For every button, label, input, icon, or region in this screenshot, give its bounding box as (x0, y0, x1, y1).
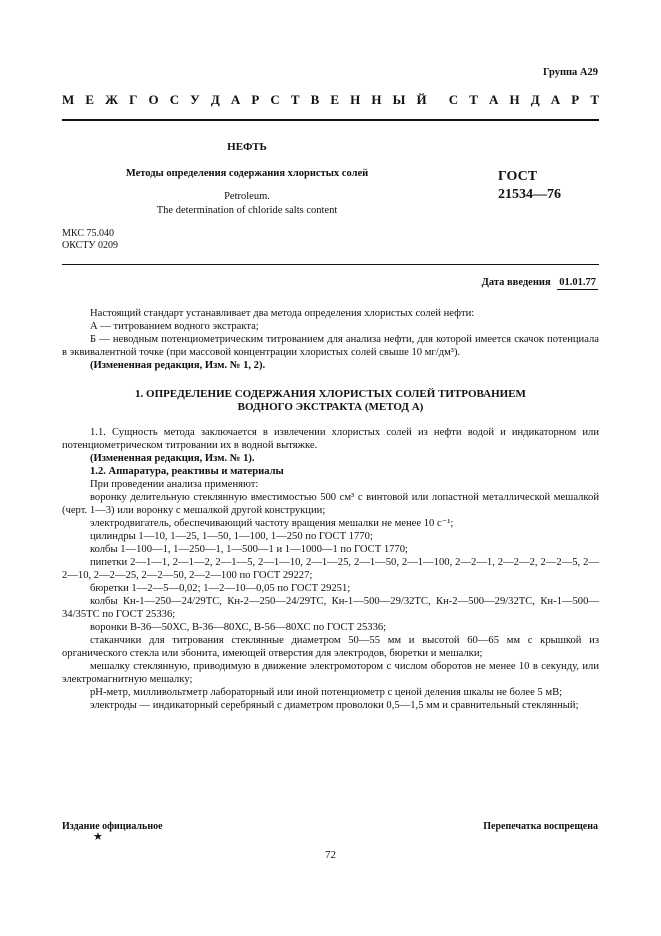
list-item: колбы 1—100—1, 1—250—1, 1—500—1 и 1—1000—1 по ГОСТ 1770; (90, 544, 408, 555)
english-title-line1: Petroleum. (224, 191, 270, 202)
heading-letter: Ж (105, 92, 118, 107)
heading-letter: У (190, 92, 200, 107)
heading-letter: В (310, 92, 320, 107)
list-item: электроды — индикаторный серебряный с диаметром проволоки 0,5—1,5 мм и сравнительный стеклянный; (90, 700, 579, 711)
heading-letter: С (169, 92, 180, 107)
date-value: 01.01.77 (559, 277, 596, 288)
mks-code: МКС 75.040 (62, 228, 114, 239)
document-body (62, 307, 599, 712)
heading-letter: Г (129, 92, 138, 107)
star-icon: ★ (93, 831, 103, 843)
paragraph: Настоящий стандарт устанавливает два метода определения хлористых солей нефти: (90, 308, 475, 319)
heading-letter: Н (509, 92, 520, 107)
list-item: бюретки 1—2—5—0,02; 1—2—10—0,05 по ГОСТ 29251; (90, 583, 351, 594)
heading-letter: О (148, 92, 159, 107)
okstu-code: ОКСТУ 0209 (62, 240, 119, 251)
heading-letter: Е (330, 92, 340, 107)
heading-letter: Д (530, 92, 540, 107)
heading-letter: Н (350, 92, 361, 107)
document-subtitle: Методы определения содержания хлористых солей (125, 168, 369, 179)
list-item: цилиндры 1—10, 1—25, 1—50, 1—100, 1—250 по ГОСТ 1770; (90, 531, 373, 542)
gost-designation (498, 168, 561, 204)
amendment-note: (Измененная редакция, Изм. № 1, 2). (90, 360, 266, 371)
heading-letter: А (550, 92, 561, 107)
section-heading (62, 388, 599, 414)
classification-codes (62, 228, 118, 252)
date-label: Дата введения (481, 277, 551, 288)
section-heading-line2: ВОДНОГО ЭКСТРАКТА (МЕТОД А) (237, 401, 424, 413)
list-item: стаканчики для титрования стеклянные диаметром 50—55 мм и высотой 60—65 мм с крышкой из органического стекла или эбонита, имеющей отверстия для электродов, бюретки и мешалки; (62, 635, 599, 659)
introduction-date (482, 277, 598, 290)
heading-letter: Т (590, 92, 599, 107)
paragraph: А — титрованием водного экстракта; (90, 321, 259, 332)
heading-letter: А (230, 92, 241, 107)
amendment-note: (Измененная редакция, Изм. № 1). (90, 453, 255, 464)
heading-letter: Е (85, 92, 95, 107)
heading-letter: А (489, 92, 499, 107)
official-edition-label: Издание официальное (62, 821, 163, 832)
heading-letter: Р (251, 92, 260, 107)
list-item: пипетки 2—1—1, 2—1—2, 2—1—5, 2—1—10, 2—1—25, 2—1—50, 2—1—100, 2—2—1, 2—2—2, 2—2—5, 2—2—10, 2—2—25, 2—2—50, 2—2—100 по ГОСТ 29227; (62, 557, 599, 581)
classification-divider (62, 264, 599, 265)
paragraph: При проведении анализа применяют: (90, 479, 259, 490)
gost-label: ГОСТ (498, 169, 538, 184)
paragraph: Б — неводным потенциометрическим титрованием для анализа нефти, для которой имеется скачок потенциала в эквивалентной точке (при массовой концентрации хлористых солей свыше 10 мг/дм³). (62, 334, 599, 358)
list-item: воронки В-36—50ХС, В-36—80ХС, В-56—80ХС по ГОСТ 25336; (90, 622, 387, 633)
list-item: электродвигатель, обеспечивающий частоту вращения мешалки не менее 10 с⁻¹; (90, 518, 454, 529)
heading-letter: Ы (392, 92, 406, 107)
paragraph: 1.1. Сущность метода заключается в извлечении хлористых солей из нефти водой и индикаторном или потенциометрическом титровании их в водной вытяжке. (62, 427, 599, 451)
subsection-heading: 1.2. Аппаратура, реактивы и материалы (90, 466, 284, 477)
heading-letter: Д (210, 92, 220, 107)
list-item: колбы Кн-1—250—24/29ТС, Кн-2—250—24/29ТС, Кн-1—500—29/32ТС, Кн-2—500—29/32ТС, Кн-1—500—34/35ТС по ГОСТ 25336; (62, 596, 599, 620)
list-item: рН-метр, милливольтметр лабораторный или иной потенциометр с ценой деления шкалы не более 5 мВ; (90, 687, 563, 698)
heading-letter: С (448, 92, 459, 107)
interstate-standard-heading (62, 92, 599, 108)
heading-letter: М (62, 92, 75, 107)
group-code: Группа А29 (542, 67, 598, 78)
heading-letter: Т (290, 92, 300, 107)
english-title-line2: The determination of chloride salts content (156, 205, 338, 216)
list-item: воронку делительную стеклянную вместимостью 500 см³ с винтовой или лопастной металлической мешалкой (черт. 1—3) или воронку с мешалкой другой конструкции; (62, 492, 599, 516)
heading-letter: С (270, 92, 280, 107)
document-title: НЕФТЬ (227, 141, 267, 153)
list-item: мешалку стеклянную, приводимую в движение электромотором с числом оборотов не менее 10 в секунду, или электромагнитную мешалку; (62, 661, 599, 685)
heading-letter: Н (371, 92, 382, 107)
heading-letter: Й (416, 92, 427, 107)
heading-letter: Т (469, 92, 478, 107)
gost-number: 21534—76 (498, 187, 561, 202)
section-heading-line1: 1. ОПРЕДЕЛЕНИЕ СОДЕРЖАНИЯ ХЛОРИСТЫХ СОЛЕЙ ТИТРОВАНИЕМ (135, 388, 526, 400)
page-number: 72 (325, 849, 336, 861)
header-divider (62, 119, 599, 121)
heading-letter: Р (571, 92, 580, 107)
reprint-prohibited-label: Перепечатка воспрещена (483, 821, 598, 832)
